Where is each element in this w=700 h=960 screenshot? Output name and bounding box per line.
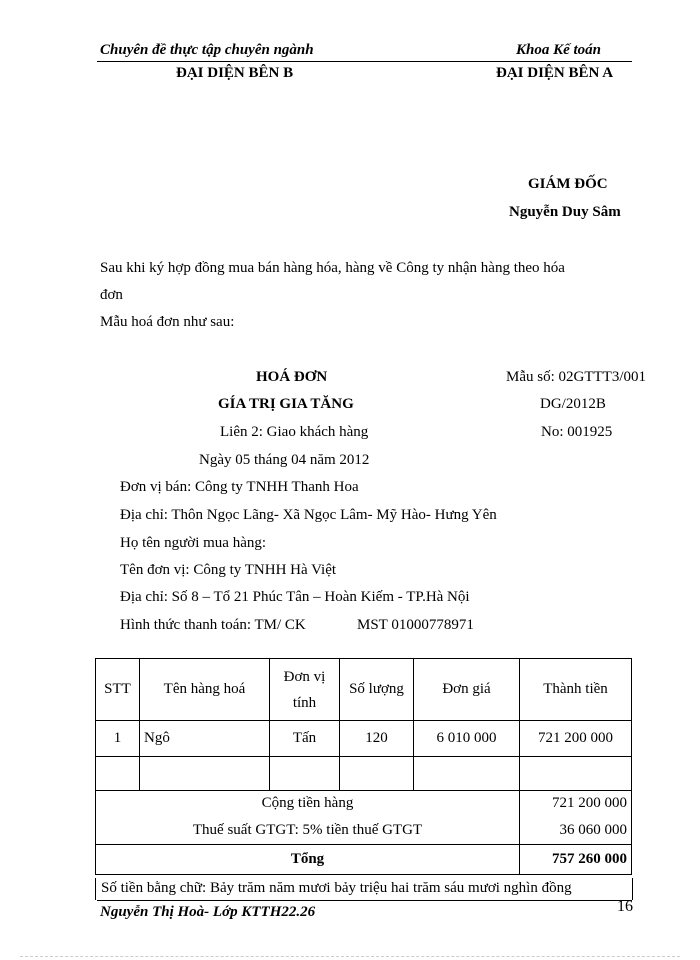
signer-name: Nguyễn Duy Sâm (509, 204, 621, 220)
table-empty-row (96, 757, 632, 791)
header-price: Đơn giá (414, 659, 520, 721)
footer-rule (97, 900, 632, 901)
row-qty: 120 (340, 721, 414, 757)
row-price: 6 010 000 (414, 721, 520, 757)
body-line-3: Mẫu hoá đơn như sau: (100, 314, 235, 330)
empty-cell (414, 757, 520, 791)
invoice-form-no: Mẫu số: 02GTTT3/001 (506, 369, 646, 385)
header-name: Tên hàng hoá (140, 659, 270, 721)
seller: Đơn vị bán: Công ty TNHH Thanh Hoa (120, 479, 359, 495)
signer-title: GIÁM ĐỐC (528, 176, 608, 192)
header-unit-line1: Đơn vị (283, 668, 326, 685)
table-row (96, 721, 632, 757)
invoice-table (95, 658, 632, 875)
empty-cell (96, 757, 140, 791)
buyer-address: Địa chỉ: Số 8 – Tổ 21 Phúc Tân – Hoàn Kiếm - TP.Hà Nội (120, 589, 470, 605)
invoice-series: DG/2012B (540, 396, 606, 412)
invoice-title: HOÁ ĐƠN (256, 369, 328, 385)
amount-in-words: Số tiền bằng chữ: Bảy trăm năm mươi bảy triệu hai trăm sáu mươi nghìn đồng (95, 878, 633, 900)
vat-row (96, 817, 632, 845)
empty-cell (520, 757, 632, 791)
table-header-row (96, 659, 632, 721)
payment-method: Hình thức thanh toán: TM/ CK (120, 617, 306, 633)
subtotal-value: 721 200 000 (520, 791, 632, 817)
empty-cell (270, 757, 340, 791)
vat-value: 36 060 000 (520, 817, 632, 845)
subtotal-row (96, 791, 632, 817)
empty-cell (140, 757, 270, 791)
party-b-label: ĐẠI DIỆN BÊN B (176, 65, 294, 81)
body-line-1: Sau khi ký hợp đồng mua bán hàng hóa, hàng về Công ty nhận hàng theo hóa (100, 260, 565, 276)
page-number: 16 (617, 898, 633, 915)
total-value: 757 260 000 (520, 845, 632, 875)
row-unit: Tấn (270, 721, 340, 757)
party-a-label: ĐẠI DIỆN BÊN A (496, 65, 614, 81)
seller-address: Địa chỉ: Thôn Ngọc Lãng- Xã Ngọc Lâm- Mỹ Hào- Hưng Yên (120, 507, 497, 523)
row-name: Ngô (140, 721, 270, 757)
tax-code: MST 01000778971 (357, 617, 474, 633)
footer-author: Nguyễn Thị Hoà- Lớp KTTH22.26 (100, 904, 316, 920)
invoice-number: No: 001925 (541, 424, 613, 440)
header-left: Chuyên đề thực tập chuyên ngành (100, 42, 314, 58)
header-unit (270, 659, 340, 721)
header-right: Khoa Kế toán (516, 42, 602, 58)
empty-cell (340, 757, 414, 791)
buyer-unit: Tên đơn vị: Công ty TNHH Hà Việt (120, 562, 337, 578)
vat-label: Thuế suất GTGT: 5% tiền thuế GTGT (96, 817, 520, 845)
header-stt: STT (96, 659, 140, 721)
invoice-date: Ngày 05 tháng 04 năm 2012 (199, 452, 370, 468)
buyer-name: Họ tên người mua hàng: (120, 535, 267, 551)
header-qty: Số lượng (340, 659, 414, 721)
body-line-2: đơn (100, 287, 123, 303)
row-stt: 1 (96, 721, 140, 757)
invoice-copy: Liên 2: Giao khách hàng (220, 424, 369, 440)
row-amount: 721 200 000 (520, 721, 632, 757)
header-unit-line2: tính (292, 694, 317, 711)
page-edge (20, 956, 680, 957)
total-label: Tổng (96, 845, 520, 875)
header-amount: Thành tiền (520, 659, 632, 721)
header-rule (97, 61, 632, 62)
subtotal-label: Cộng tiền hàng (96, 791, 520, 817)
total-row (96, 845, 632, 875)
invoice-subtitle: GÍA TRỊ GIA TĂNG (218, 396, 354, 412)
